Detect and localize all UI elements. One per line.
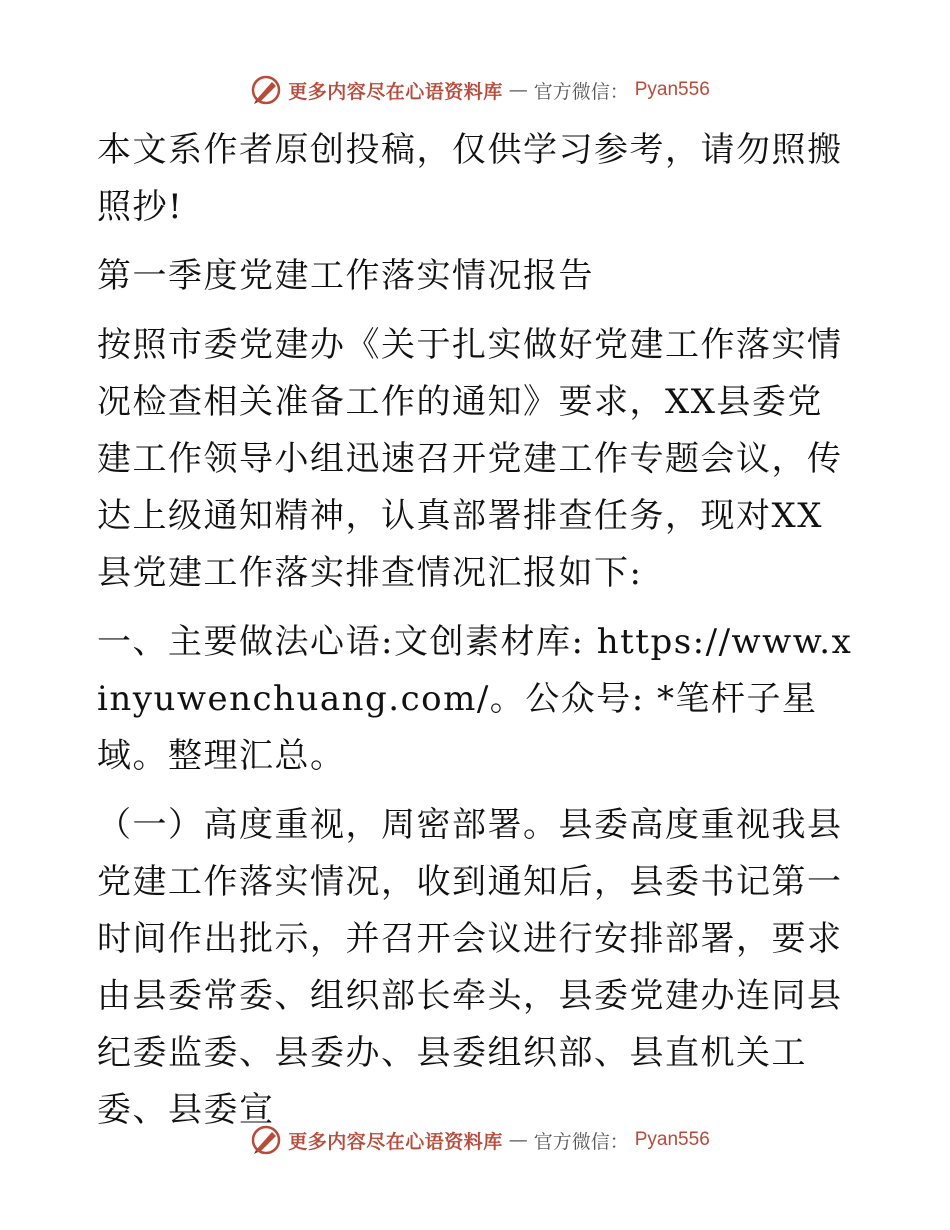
footer-banner-content [250, 1124, 710, 1156]
document-body [97, 122, 857, 1139]
pen-logo-icon [250, 74, 282, 106]
banner-separator: — [508, 79, 528, 101]
intro-paragraph: 按照市委党建办《关于扎实做好党建工作落实情况检查相关准备工作的通知》要求，XX县委党建工作领导小组迅速召开党建工作专题会议，传达上级通知精神，认真部署排查任务，现对XX县党建工作落实排查情况汇报如下: [97, 325, 843, 593]
document-title: 第一季度党建工作落实情况报告 [97, 256, 594, 296]
banner-wechat-id: Pyan556 [634, 1129, 710, 1150]
section-heading-paragraph: 一、主要做法心语:文创素材库: https://www.xinyuwenchuang.com/。公众号: *笔杆子星域。整理汇总。 [97, 622, 853, 776]
pen-logo-icon [250, 1124, 282, 1156]
disclaimer-paragraph: 本文系作者原创投稿，仅供学习参考，请勿照搬照抄! [97, 130, 843, 227]
subsection-paragraph: （一）高度重视，周密部署。县委高度重视我县党建工作落实情况，收到通知后，县委书记第一时间作出批示，并召开会议进行安排部署，要求由县委常委、组织部长牵头，县委党建办连同县纪委监委、县委办、县委组织部、县直机关工委、县委宣 [97, 805, 843, 1130]
footer-banner [0, 1118, 950, 1162]
banner-wechat-id: Pyan556 [634, 79, 710, 100]
banner-slogan: 更多内容尽在心语资料库 [288, 80, 503, 103]
banner-slogan: 更多内容尽在心语资料库 [288, 1130, 503, 1153]
header-banner [0, 68, 950, 112]
header-banner-content [250, 74, 710, 106]
banner-wechat-label: 官方微信： [533, 80, 629, 103]
banner-separator: — [508, 1129, 528, 1151]
banner-wechat-label: 官方微信： [533, 1130, 629, 1153]
